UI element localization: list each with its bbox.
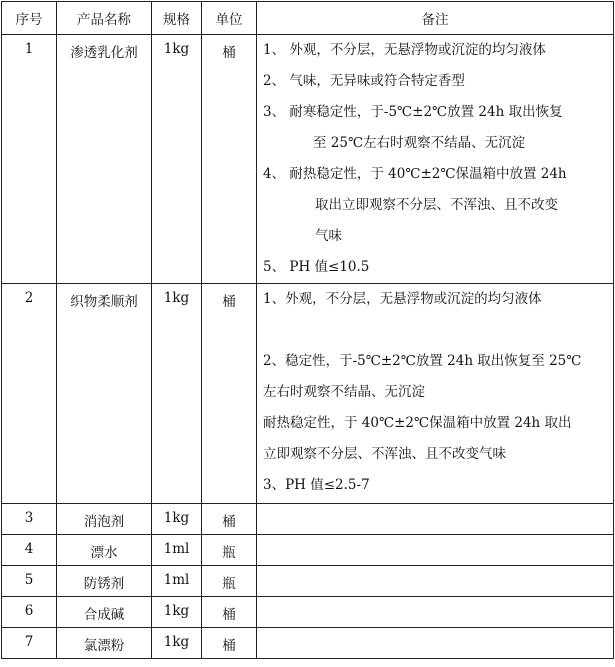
table-row xyxy=(2,284,614,504)
header-seq: 序号 xyxy=(2,2,57,35)
cell-unit: 桶 xyxy=(202,628,257,659)
table-row xyxy=(2,597,614,628)
cell-unit: 桶 xyxy=(202,597,257,628)
header-remarks: 备注 xyxy=(257,2,614,35)
cell-product-name: 织物柔顺剂 xyxy=(57,284,152,504)
remark-line: 5、 PH 值≤10.5 xyxy=(263,259,370,275)
cell-unit: 桶 xyxy=(202,284,257,504)
cell-remarks xyxy=(257,597,614,628)
remark-line: 2、稳定性，于-5℃±2℃放置 24h 取出恢复至 25℃ xyxy=(263,353,582,369)
cell-spec: 1kg xyxy=(152,284,202,504)
cell-unit: 桶 xyxy=(202,504,257,535)
cell-unit: 瓶 xyxy=(202,535,257,566)
product-spec-table xyxy=(1,1,614,659)
cell-seq: 5 xyxy=(2,566,57,597)
cell-spec: 1kg xyxy=(152,504,202,535)
cell-product-name: 漂水 xyxy=(57,535,152,566)
cell-remarks xyxy=(257,535,614,566)
remark-line: 3、 耐寒稳定性，于-5℃±2℃放置 24h 取出恢复 xyxy=(263,104,563,120)
cell-spec: 1ml xyxy=(152,566,202,597)
cell-seq: 1 xyxy=(2,35,57,284)
cell-seq: 6 xyxy=(2,597,57,628)
remark-line: 2、 气味，无异味或符合特定香型 xyxy=(263,73,465,89)
remark-line: 耐热稳定性，于 40℃±2℃保温箱中放置 24h 取出 xyxy=(263,415,572,431)
cell-remarks xyxy=(257,566,614,597)
cell-product-name: 消泡剂 xyxy=(57,504,152,535)
remark-line: 3、PH 值≤2.5-7 xyxy=(263,477,370,493)
remark-line: 4、 耐热稳定性，于 40℃±2℃保温箱中放置 24h xyxy=(263,166,567,182)
remark-line: 至 25℃左右时观察不结晶、无沉淀 xyxy=(313,135,526,151)
cell-unit: 桶 xyxy=(202,35,257,284)
cell-remarks xyxy=(257,628,614,659)
cell-unit: 瓶 xyxy=(202,566,257,597)
cell-product-name: 渗透乳化剂 xyxy=(57,35,152,284)
cell-remarks xyxy=(257,284,614,504)
remark-line: 取出立即观察不分层、不浑浊、且不改变 xyxy=(315,197,558,213)
cell-product-name: 合成碱 xyxy=(57,597,152,628)
header-unit: 单位 xyxy=(202,2,257,35)
cell-spec: 1ml xyxy=(152,535,202,566)
cell-spec: 1kg xyxy=(152,597,202,628)
remark-line: 左右时观察不结晶、无沉淀 xyxy=(263,384,425,400)
header-product-name: 产品名称 xyxy=(57,2,152,35)
table-row xyxy=(2,35,614,284)
remark-line: 1、外观，不分层，无悬浮物或沉淀的均匀液体 xyxy=(263,291,542,307)
cell-spec: 1kg xyxy=(152,35,202,284)
header-spec: 规格 xyxy=(152,2,202,35)
remark-line: 立即观察不分层、不浑浊、且不改变气味 xyxy=(263,446,506,462)
cell-remarks xyxy=(257,35,614,284)
table-row xyxy=(2,535,614,566)
cell-spec: 1kg xyxy=(152,628,202,659)
table-row xyxy=(2,566,614,597)
remark-line: 1、 外观，不分层，无悬浮物或沉淀的均匀液体 xyxy=(263,42,546,58)
cell-seq: 3 xyxy=(2,504,57,535)
cell-product-name: 氯漂粉 xyxy=(57,628,152,659)
cell-remarks xyxy=(257,504,614,535)
remark-line xyxy=(263,315,607,346)
table-row xyxy=(2,504,614,535)
cell-seq: 7 xyxy=(2,628,57,659)
table-row xyxy=(2,628,614,659)
cell-product-name: 防锈剂 xyxy=(57,566,152,597)
table-header-row xyxy=(2,2,614,35)
cell-seq: 2 xyxy=(2,284,57,504)
cell-seq: 4 xyxy=(2,535,57,566)
remark-line: 气味 xyxy=(315,228,342,244)
